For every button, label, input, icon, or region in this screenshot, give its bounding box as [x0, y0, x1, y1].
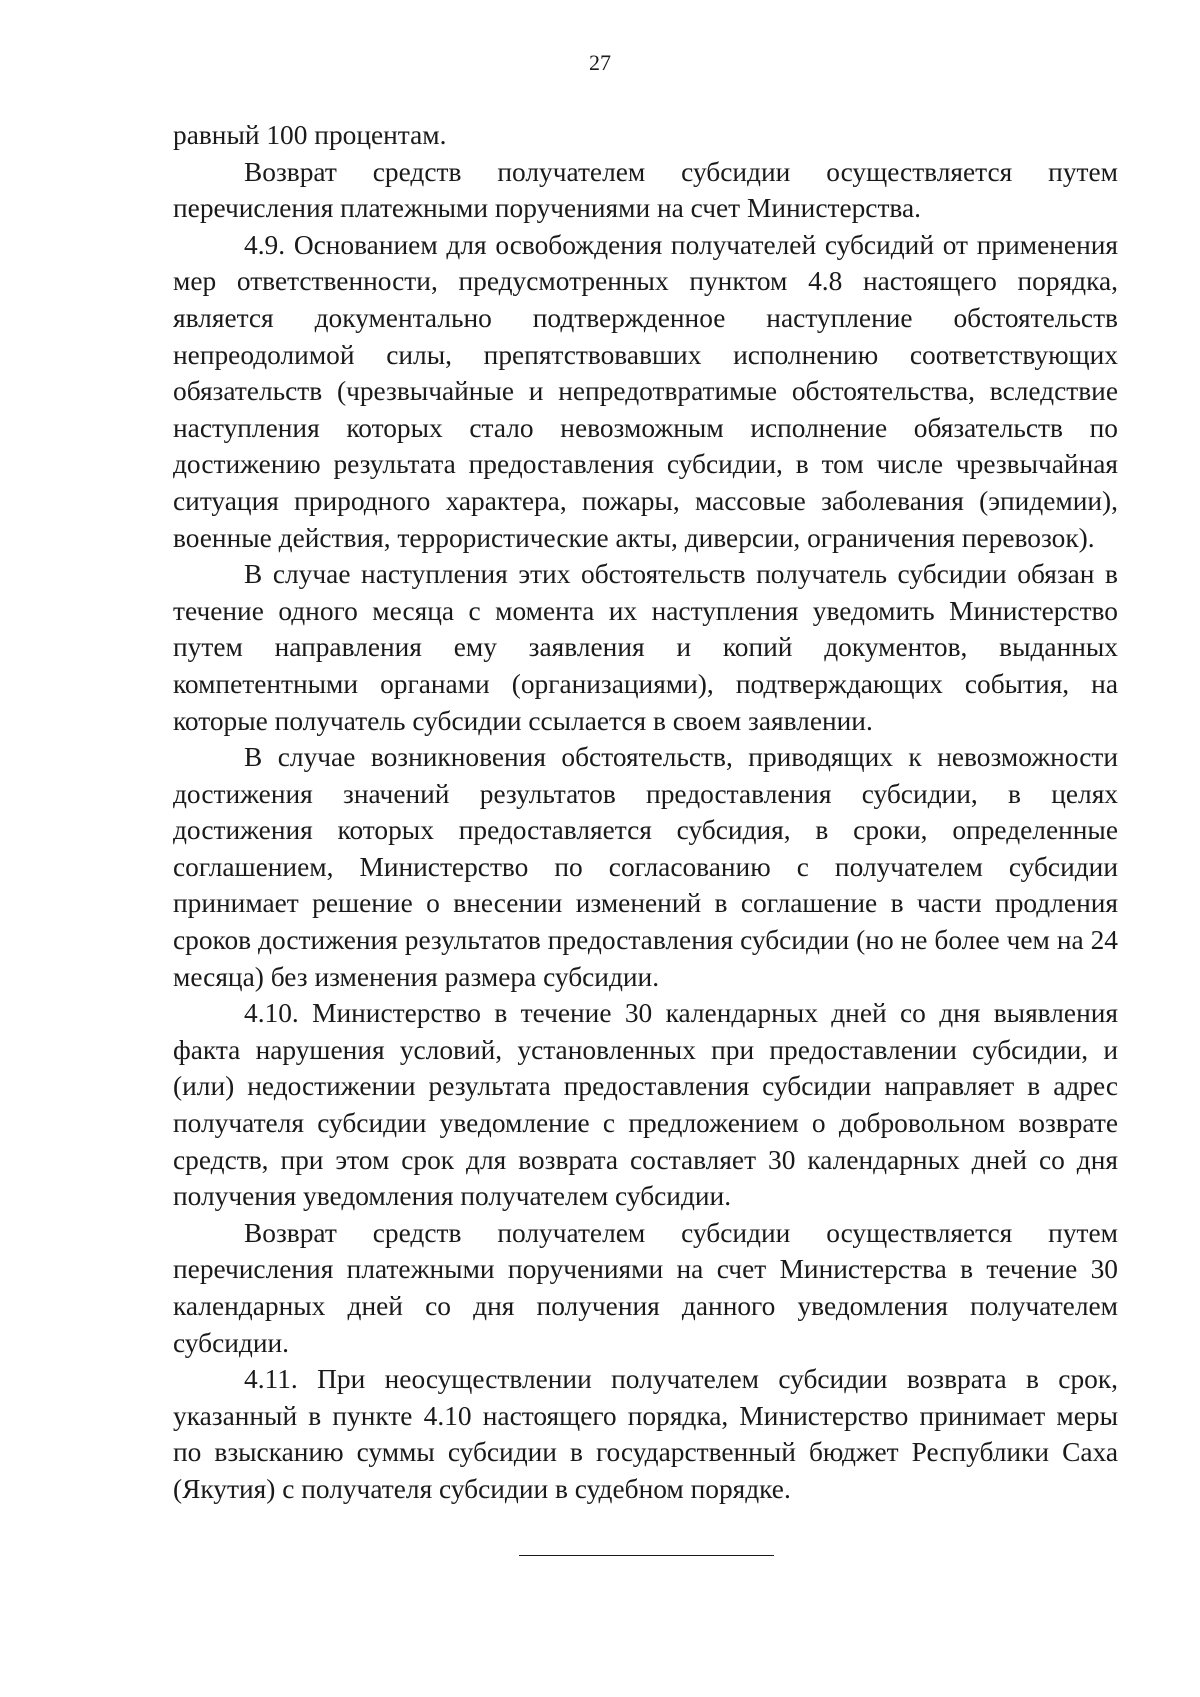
paragraph: В случае наступления этих обстоятельств получатель субсидии обязан в течение одного месяца с момента их наступления уведомить Министерство путем направления ему заявления и копий документов, выданных компетентными органами (организациями), подтверждающих события, на которые получатель субсидии ссылается в своем заявлении.	[173, 559, 1118, 736]
paragraph: Возврат средств получателем субсидии осуществляется путем перечисления платежными поручениями на счет Министерства.	[173, 156, 1118, 224]
page-number: 27	[589, 50, 611, 75]
paragraph: Возврат средств получателем субсидии осуществляется путем перечисления платежными поручениями на счет Министерства в течение 30 календарных дней со дня получения данного уведомления получателем субсидии.	[173, 1217, 1118, 1358]
paragraph: В случае возникновения обстоятельств, приводящих к невозможности достижения значений результатов предоставления субсидии, в целях достижения которых предоставляется субсидия, в сроки, определенные соглашением, Министерство по согласованию с получателем субсидии принимает решение о внесении изменений в соглашение в части продления сроков достижения результатов предоставления субсидии (но не более чем на 24 месяца) без изменения размера субсидии.	[173, 742, 1118, 992]
closing-divider	[519, 1555, 774, 1556]
paragraph-clause-4-10: 4.10. Министерство в течение 30 календарных дней со дня выявления факта нарушения условий, установленных при предоставлении субсидии, и (или) недостижении результата предоставления субсидии направляет в адрес получателя субсидии уведомление с предложением о добровольном возврате средств, при этом срок для возврата составляет 30 календарных дней со дня получения уведомления получателем субсидии.	[173, 998, 1118, 1212]
paragraph-clause-4-11: 4.11. При неосуществлении получателем субсидии возврата в срок, указанный в пункте 4.10 настоящего порядка, Министерство принимает меры по взысканию суммы субсидии в государственный бюджет Республики Саха (Якутия) с получателя субсидии в судебном порядке.	[173, 1364, 1118, 1504]
paragraph: равный 100 процентам.	[173, 120, 447, 150]
paragraph-clause-4-9: 4.9. Основанием для освобождения получателей субсидий от применения мер ответственности, предусмотренных пунктом 4.8 настоящего порядка, является документально подтвержденное наступление обстоятельств непреодолимой силы, препятствовавших исполнению соответствующих обязательств (чрезвычайные и непредотвратимые обстоятельства, вследствие наступления которых стало невозможным исполнение обязательств по достижению результата предоставления субсидии, в том числе чрезвычайная ситуация природного характера, пожары, массовые заболевания (эпидемии), военные действия, террористические акты, диверсии, ограничения перевозок).	[173, 229, 1118, 553]
document-body	[173, 117, 1118, 1508]
